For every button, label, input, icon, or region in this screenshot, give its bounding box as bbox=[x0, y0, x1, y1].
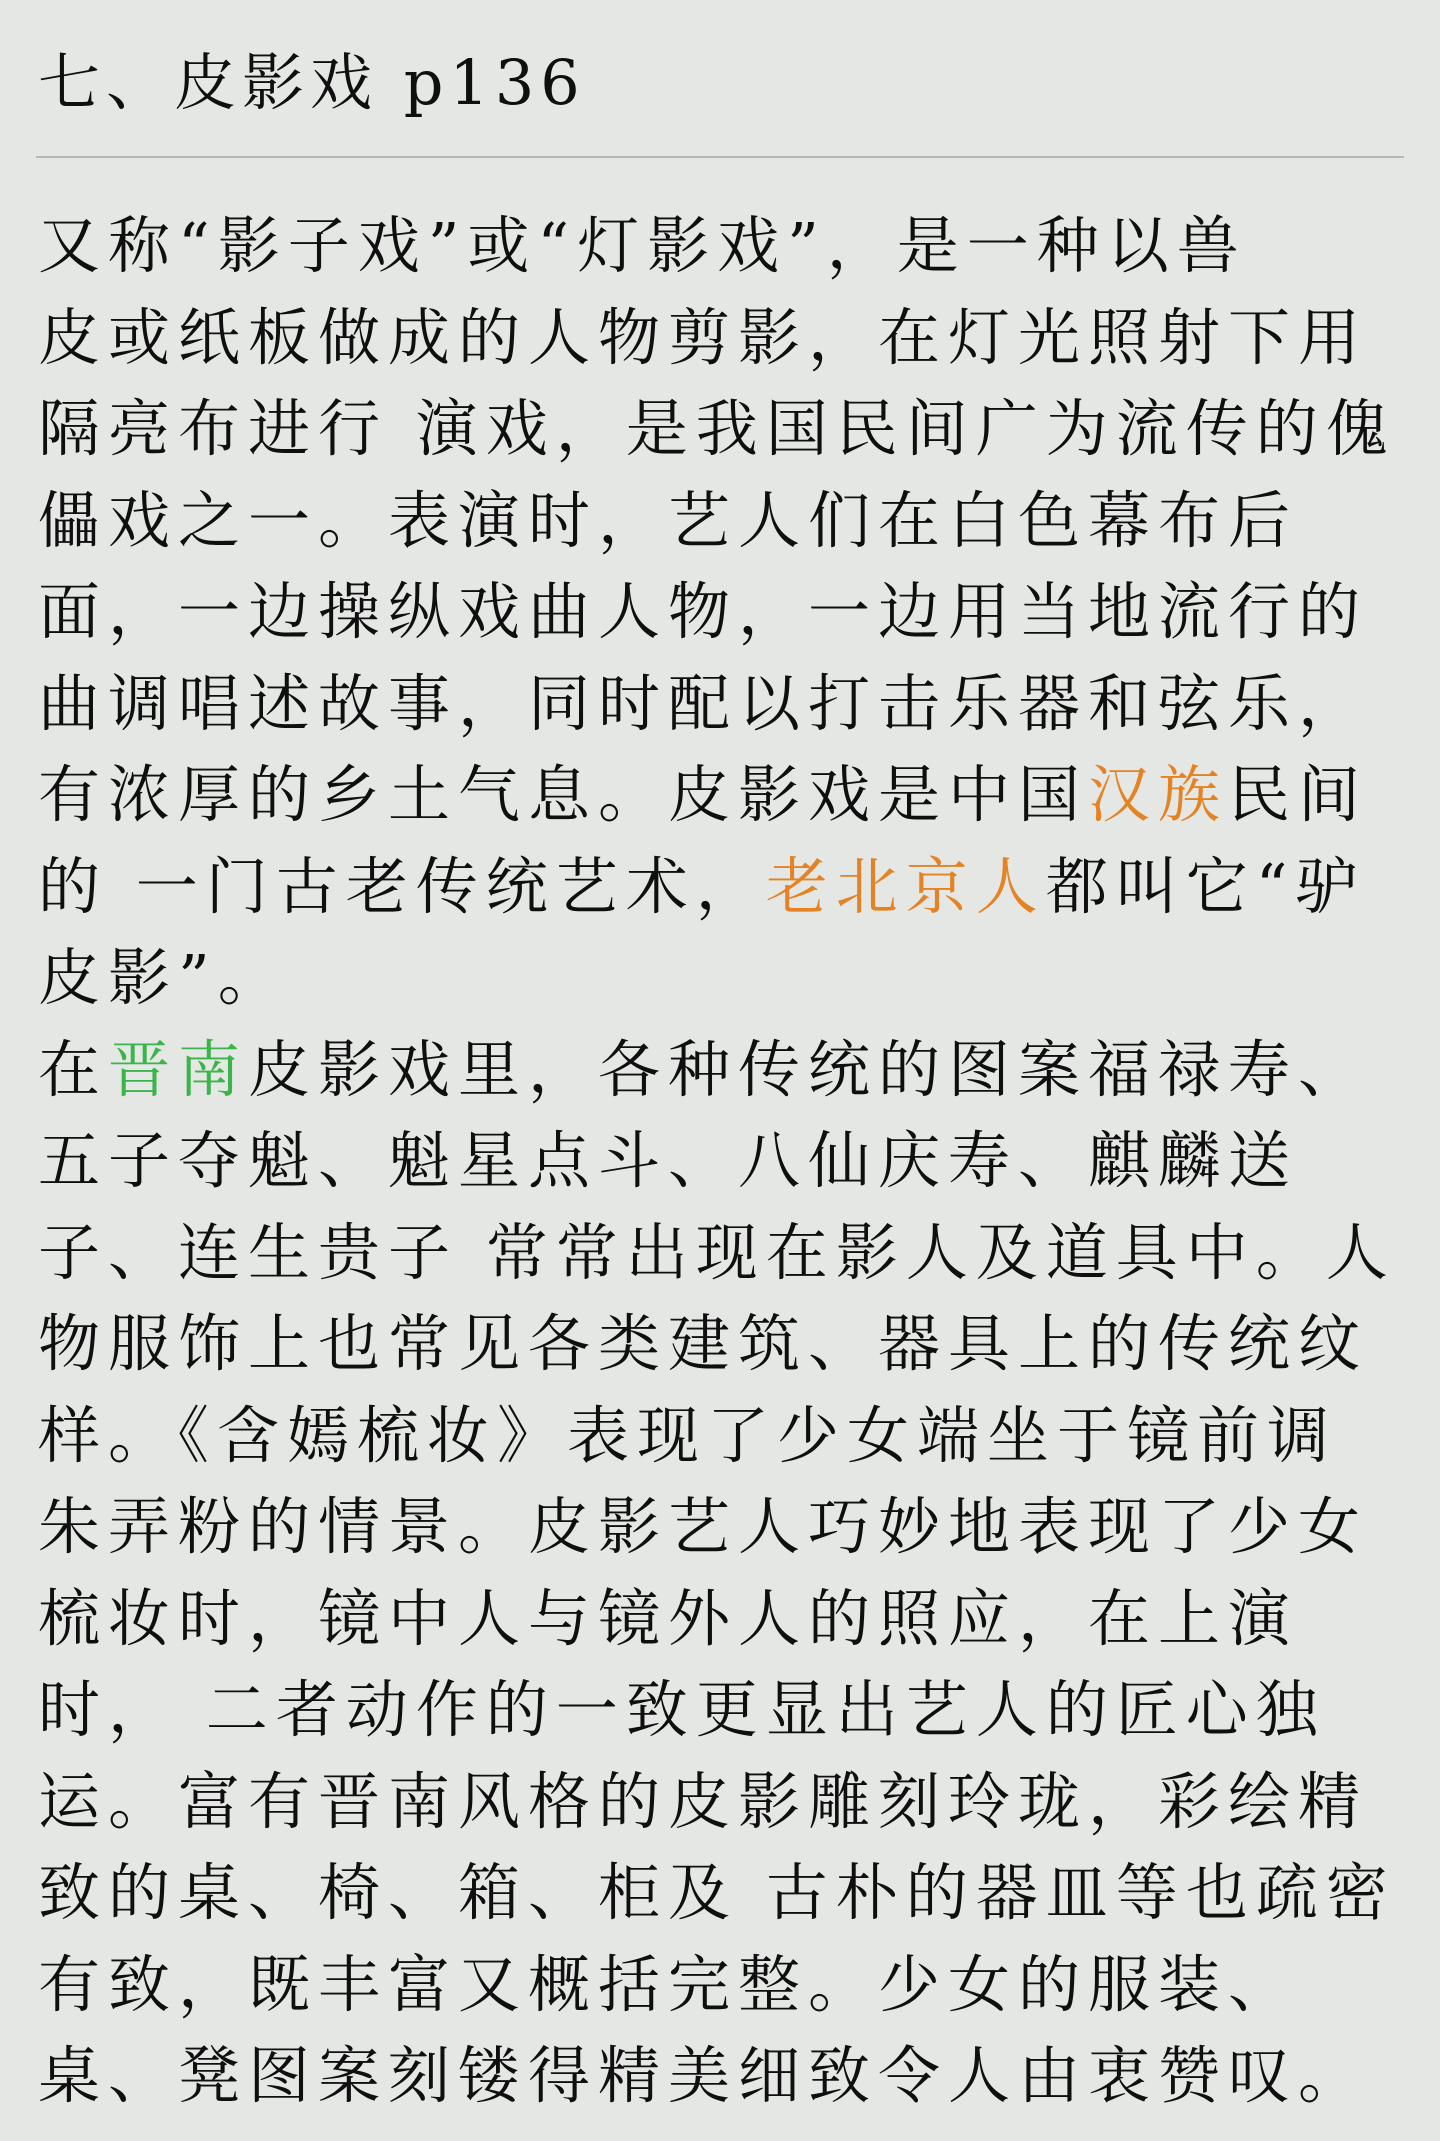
text-line bbox=[38, 658, 1418, 750]
title-divider bbox=[36, 156, 1404, 158]
text-line bbox=[38, 1847, 1418, 1939]
text-line bbox=[38, 566, 1418, 658]
highlighted-term-orange: 汉族 bbox=[1088, 758, 1229, 831]
text-segment: 物服饰上也常见各类建筑、器具上的传统纹 bbox=[38, 1307, 1369, 1380]
text-line bbox=[38, 1481, 1418, 1573]
text-segment: 运。富有晋南风格的皮影雕刻玲珑，彩绘精 bbox=[38, 1764, 1369, 1838]
text-segment: 致的桌、椅、箱、柜及 古朴的器皿等也疏密 bbox=[38, 1856, 1396, 1929]
text-line bbox=[38, 1390, 1418, 1482]
text-segment: 在 bbox=[38, 1032, 109, 1106]
text-segment: 皮影戏里，各种传统的图案福禄寿、 bbox=[248, 1032, 1369, 1106]
text-line bbox=[38, 1024, 1418, 1116]
text-line bbox=[38, 200, 1418, 292]
body-text bbox=[38, 200, 1418, 2122]
text-segment: 样。《含嫣梳妆》表现了少女端坐于镜前调 bbox=[38, 1398, 1338, 1472]
text-line bbox=[38, 749, 1418, 841]
text-line bbox=[38, 1664, 1418, 1756]
text-segment: 又称“影子戏”或“灯影戏”，是一种以兽 bbox=[38, 209, 1247, 282]
text-line bbox=[38, 1298, 1418, 1390]
text-segment: 隔亮布进行 演戏，是我国民间广为流传的傀 bbox=[38, 392, 1396, 465]
text-segment: 有浓厚的乡土气息。皮影戏是中国 bbox=[38, 758, 1089, 831]
text-line bbox=[38, 383, 1418, 475]
text-segment: 面，一边操纵戏曲人物，一边用当地流行的 bbox=[38, 575, 1369, 648]
text-line bbox=[38, 1939, 1418, 2031]
page-title: 七、皮影戏 p136 bbox=[38, 46, 586, 119]
text-segment: 皮影”。 bbox=[38, 941, 288, 1014]
text-segment: 民间 bbox=[1228, 758, 1369, 831]
text-segment: 的 一门古老传统艺术， bbox=[38, 849, 766, 923]
text-segment: 子、连生贵子 常常出现在影人及道具中。人 bbox=[38, 1215, 1396, 1289]
text-segment: 五子夺魁、魁星点斗、八仙庆寿、麒麟送 bbox=[38, 1124, 1299, 1197]
text-line bbox=[38, 2030, 1418, 2122]
highlighted-term-green: 晋南 bbox=[108, 1032, 249, 1106]
text-segment: 儡戏之一。表演时，艺人们在白色幕布后 bbox=[38, 483, 1299, 557]
text-segment: 桌、凳图案刻镂得精美细致令人由衷赞叹。 bbox=[38, 2039, 1369, 2112]
text-line bbox=[38, 932, 1418, 1024]
text-segment: 都叫它“驴 bbox=[1045, 849, 1366, 923]
text-segment: 时， 二者动作的一致更显出艺人的匠心独 bbox=[38, 1673, 1326, 1746]
text-segment: 朱弄粉的情景。皮影艺人巧妙地表现了少女 bbox=[38, 1490, 1369, 1563]
text-segment: 有致，既丰富又概括完整。少女的服装、 bbox=[38, 1947, 1299, 2021]
text-segment: 曲调唱述故事，同时配以打击乐器和弦乐， bbox=[38, 666, 1369, 740]
text-line bbox=[38, 1573, 1418, 1665]
text-line bbox=[38, 841, 1418, 933]
text-line bbox=[38, 475, 1418, 567]
text-line bbox=[38, 1756, 1418, 1848]
text-line bbox=[38, 1115, 1418, 1207]
text-line bbox=[38, 1207, 1418, 1299]
text-segment: 皮或纸板做成的人物剪影，在灯光照射下用 bbox=[38, 300, 1369, 374]
text-segment: 梳妆时，镜中人与镜外人的照应，在上演 bbox=[38, 1581, 1299, 1655]
text-line bbox=[38, 292, 1418, 384]
highlighted-term-orange: 老北京人 bbox=[765, 849, 1046, 923]
